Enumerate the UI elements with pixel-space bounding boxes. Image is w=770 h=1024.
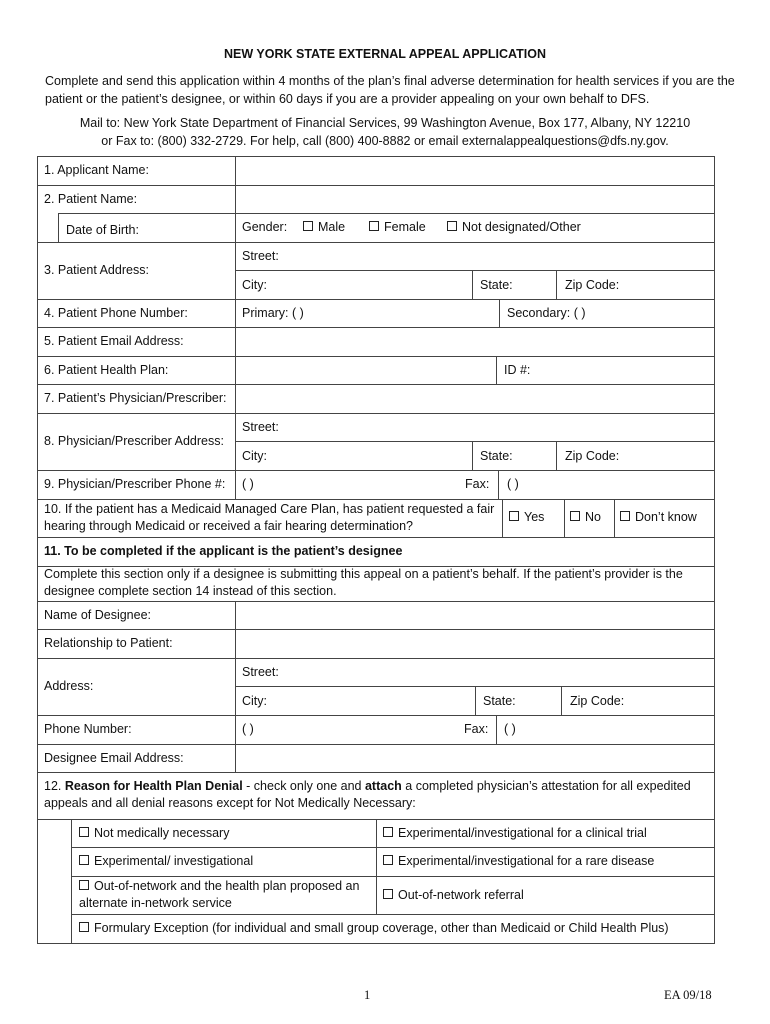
designee-phone-field[interactable]: ( ) bbox=[242, 722, 254, 736]
gender-other-label: Not designated/Other bbox=[462, 220, 581, 234]
plan-id-label: ID #: bbox=[504, 363, 531, 377]
reason-label: Formulary Exception (for individual and small group coverage, other than Medicaid or Child Health Plus) bbox=[94, 921, 669, 935]
attach-word: attach bbox=[364, 779, 402, 793]
patient-email-label: 5. Patient Email Address: bbox=[44, 334, 184, 348]
checkbox-icon bbox=[383, 855, 393, 865]
medicaid-dontknow-label: Don’t know bbox=[635, 510, 697, 524]
patient-name-label: 2. Patient Name: bbox=[44, 192, 138, 206]
patient-email-field[interactable] bbox=[236, 328, 714, 356]
reason-label: Not medically necessary bbox=[94, 826, 230, 840]
medicaid-no-checkbox[interactable] bbox=[570, 509, 601, 526]
form-code: EA 09/18 bbox=[664, 988, 712, 1002]
reason-clinical-trial[interactable] bbox=[383, 825, 647, 842]
page-number: 1 bbox=[364, 988, 371, 1002]
designee-email-label: Designee Email Address: bbox=[44, 751, 184, 765]
designee-name-label: Name of Designee: bbox=[44, 608, 152, 622]
medicaid-no-label: No bbox=[585, 510, 601, 524]
primary-phone-field[interactable]: Primary: ( ) bbox=[242, 306, 304, 320]
reason-instruction: - check only one and bbox=[242, 779, 365, 793]
physician-fax-field[interactable]: ( ) bbox=[507, 477, 519, 491]
physician-phone-field[interactable]: ( ) bbox=[242, 477, 254, 491]
medicaid-dontknow-checkbox[interactable] bbox=[620, 509, 697, 526]
patient-city-label: City: bbox=[242, 278, 267, 292]
physician-street-label: Street: bbox=[242, 420, 279, 434]
reason-label: Experimental/investigational for a clinical trial bbox=[398, 826, 647, 840]
patient-state-label: State: bbox=[480, 278, 513, 292]
designee-city-label: City: bbox=[242, 694, 267, 708]
checkbox-icon bbox=[620, 511, 630, 521]
designee-address-label: Address: bbox=[44, 679, 94, 693]
section-number: 12. bbox=[44, 779, 65, 793]
patient-street-label: Street: bbox=[242, 249, 279, 263]
medicaid-yes-checkbox[interactable] bbox=[509, 509, 544, 526]
designee-state-label: State: bbox=[483, 694, 516, 708]
gender-other-checkbox[interactable] bbox=[447, 219, 581, 236]
physician-address-label: 8. Physician/Prescriber Address: bbox=[44, 434, 224, 448]
reason-instruction-rest: a completed physician’s attestation for all expedited appeals and all denial reasons except for Not Medically Necessary: bbox=[44, 779, 691, 810]
checkbox-icon bbox=[303, 221, 313, 231]
reason-out-of-network-referral[interactable] bbox=[383, 887, 524, 904]
designee-street-label: Street: bbox=[242, 665, 279, 679]
designee-email-field[interactable] bbox=[236, 745, 714, 772]
checkbox-icon bbox=[383, 889, 393, 899]
patient-address-label: 3. Patient Address: bbox=[44, 263, 149, 277]
intro-text: Complete and send this application within 4 months of the plan’s final adverse determination for health services if you are the patient or the patient’s designee, or within 60 days if you are a provider appealing on your own behalf to DFS. bbox=[45, 74, 735, 106]
gender-female-checkbox[interactable] bbox=[369, 219, 426, 236]
designee-zip-label: Zip Code: bbox=[570, 694, 625, 708]
mail-instructions bbox=[0, 114, 770, 150]
reason-title: Reason for Health Plan Denial bbox=[64, 779, 243, 793]
gender-female-label: Female bbox=[384, 220, 426, 234]
fax-line: or Fax to: (800) 332-2729. For help, call (800) 400-8882 or email externalappealquestions@dfs.ny.gov. bbox=[101, 134, 669, 148]
checkbox-icon bbox=[79, 855, 89, 865]
physician-fax-label: Fax: bbox=[465, 477, 490, 491]
reason-label: Experimental/investigational for a rare disease bbox=[398, 854, 655, 868]
mail-line: Mail to: New York State Department of Financial Services, 99 Washington Avenue, Box 177, Albany, NY 12210 bbox=[79, 116, 691, 130]
designee-name-field[interactable] bbox=[236, 602, 714, 629]
physician-label: 7. Patient’s Physician/Prescriber: bbox=[44, 391, 227, 405]
patient-name-field[interactable] bbox=[236, 186, 714, 213]
applicant-name-label: 1. Applicant Name: bbox=[44, 163, 149, 177]
medicaid-yes-label: Yes bbox=[524, 510, 545, 524]
reason-not-medically-necessary[interactable] bbox=[79, 825, 229, 842]
reason-label: Out-of-network and the health plan proposed an alternate in-network service bbox=[79, 879, 360, 910]
checkbox-icon bbox=[447, 221, 457, 231]
designee-fax-label: Fax: bbox=[464, 722, 489, 736]
checkbox-icon bbox=[79, 922, 89, 932]
medicaid-question: 10. If the patient has a Medicaid Managed Care Plan, has patient requested a fair hearing through Medicaid or received a fair hearing determination? bbox=[44, 502, 495, 533]
applicant-name-field[interactable] bbox=[236, 157, 714, 185]
physician-zip-label: Zip Code: bbox=[565, 449, 620, 463]
checkbox-icon bbox=[79, 880, 89, 890]
patient-phone-label: 4. Patient Phone Number: bbox=[44, 306, 188, 320]
designee-note: Complete this section only if a designee is submitting this appeal on a patient’s behalf. If the patient’s provider is the designee complete section 14 instead of this section. bbox=[44, 567, 683, 598]
secondary-phone-field[interactable]: Secondary: ( ) bbox=[507, 306, 586, 320]
gender-male-label: Male bbox=[318, 220, 346, 234]
reason-label: Out-of-network referral bbox=[398, 888, 524, 902]
checkbox-icon bbox=[79, 827, 89, 837]
reason-out-of-network-alternate[interactable] bbox=[79, 878, 369, 912]
relationship-field[interactable] bbox=[236, 630, 714, 658]
physician-state-label: State: bbox=[480, 449, 513, 463]
gender-label: Gender: bbox=[242, 220, 288, 234]
denial-reason-heading bbox=[44, 778, 709, 812]
physician-city-label: City: bbox=[242, 449, 267, 463]
gender-male-checkbox[interactable] bbox=[303, 219, 345, 236]
relationship-label: Relationship to Patient: bbox=[44, 636, 173, 650]
reason-rare-disease[interactable] bbox=[383, 853, 654, 870]
checkbox-icon bbox=[509, 511, 519, 521]
reason-experimental[interactable] bbox=[79, 853, 253, 870]
designee-fax-field[interactable]: ( ) bbox=[504, 722, 516, 736]
physician-phone-label: 9. Physician/Prescriber Phone #: bbox=[44, 477, 226, 491]
checkbox-icon bbox=[383, 827, 393, 837]
dob-label: Date of Birth: bbox=[66, 223, 139, 237]
physician-field[interactable] bbox=[236, 385, 714, 413]
application-form bbox=[37, 156, 715, 944]
reason-label: Experimental/ investigational bbox=[94, 854, 254, 868]
health-plan-label: 6. Patient Health Plan: bbox=[44, 363, 169, 377]
patient-zip-label: Zip Code: bbox=[565, 278, 620, 292]
checkbox-icon bbox=[369, 221, 379, 231]
designee-phone-label: Phone Number: bbox=[44, 722, 132, 736]
checkbox-icon bbox=[570, 511, 580, 521]
reason-formulary-exception[interactable] bbox=[79, 920, 669, 937]
page-title: NEW YORK STATE EXTERNAL APPEAL APPLICATION bbox=[223, 47, 546, 61]
designee-section-heading: 11. To be completed if the applicant is the patient’s designee bbox=[44, 544, 403, 558]
